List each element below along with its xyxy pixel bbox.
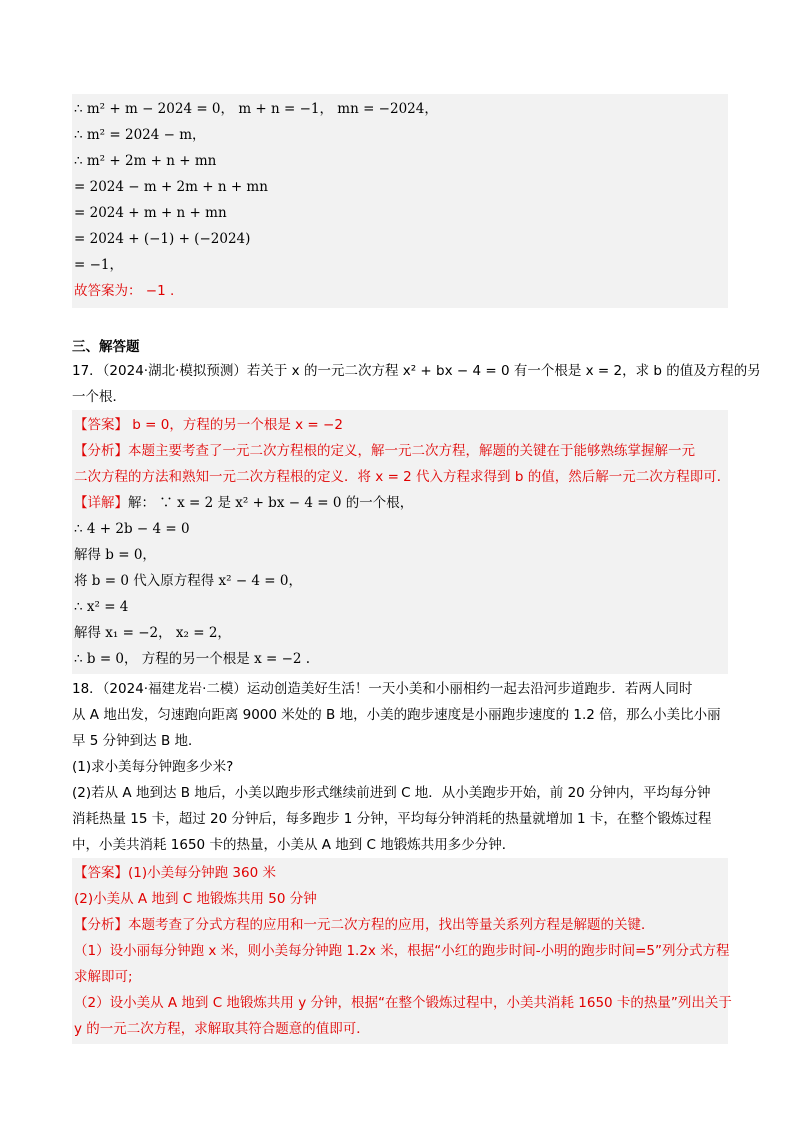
section-title: 三、解答题 bbox=[72, 339, 140, 355]
step-line: ∴ b = 0， 方程的另一个根是 x = −2 . bbox=[74, 651, 311, 667]
question-text: 一个根． bbox=[72, 389, 126, 405]
question-text: 早 5 分钟到达 B 地． bbox=[72, 733, 202, 749]
question-17 bbox=[72, 358, 761, 410]
question-text: (2)若从 A 地到达 B 地后，小美以跑步形式继续前进到 C 地．从小美跑步开始，前 20 分钟内，平均每分钟 bbox=[72, 785, 711, 801]
analysis-line: （2）设小美从 A 地到 C 地锻炼共用 y 分钟，根据“在整个锻炼过程中，小美共消耗 1650 卡的热量”列出关于 bbox=[74, 995, 732, 1011]
analysis-line: 【分析】本题考查了分式方程的应用和一元二次方程的应用，找出等量关系列方程是解题的关键． bbox=[74, 917, 655, 933]
math-line: ∴ m² + m − 2024 = 0， m + n = −1， mn = −2024， bbox=[74, 101, 438, 117]
q17-solution-block bbox=[72, 410, 731, 674]
detail-line bbox=[72, 490, 728, 516]
question-text: (1)求小美每分钟跑多少米? bbox=[72, 759, 234, 775]
step-line: ∴ 4 + 2b − 4 = 0 bbox=[74, 521, 190, 537]
math-line: = 2024 + (−1) + (−2024) bbox=[74, 231, 251, 247]
detail-label: 【详解】 bbox=[74, 495, 128, 511]
document-page bbox=[72, 94, 761, 1044]
math-line: ∴ m² + 2m + n + mn bbox=[74, 153, 217, 169]
step-line: ∴ x² = 4 bbox=[74, 599, 129, 615]
analysis-line: 二次方程的方法和熟知一元二次方程根的定义．将 x = 2 代入方程求得到 b 的值，然后解一元二次方程即可． bbox=[74, 469, 731, 485]
analysis-line: 求解即可; bbox=[74, 969, 133, 985]
q18-solution-block bbox=[72, 858, 732, 1044]
answer-line: 【答案】(1)小美每分钟跑 360 米 bbox=[74, 865, 276, 881]
step-line: 解得 b = 0， bbox=[74, 547, 156, 563]
question-text: 17．（2024·湖北·模拟预测）若关于 x 的一元二次方程 x² + bx − 4 = 0 有一个根是 x = 2，求 b 的值及方程的另 bbox=[72, 363, 761, 379]
math-line: = −1， bbox=[74, 257, 124, 273]
answer-line: (2)小美从 A 地到 C 地锻炼共用 50 分钟 bbox=[74, 891, 317, 907]
detail-text: 解： ∵ x = 2 是 x² + bx − 4 = 0 的一个根， bbox=[128, 495, 414, 511]
question-text: 中，小美共消耗 1650 卡的热量，小美从 A 地到 C 地锻炼共用多少分钟． bbox=[72, 837, 516, 853]
question-18 bbox=[72, 674, 728, 858]
math-line: ∴ m² = 2024 − m， bbox=[74, 127, 206, 143]
question-text: 从 A 地出发，匀速跑向距离 9000 米处的 B 地，小美的跑步速度是小丽跑步速度的 1.2 倍，那么小美比小丽 bbox=[72, 707, 721, 723]
math-line: = 2024 − m + 2m + n + mn bbox=[74, 179, 268, 195]
question-text: 消耗热量 15 卡，超过 20 分钟后，每多跑步 1 分钟，平均每分钟消耗的热量就增加 1 卡，在整个锻炼过程 bbox=[72, 811, 712, 827]
step-line: 解得 x₁ = −2， x₂ = 2， bbox=[74, 625, 231, 641]
answer-line: 【答案】 b = 0，方程的另一个根是 x = −2 bbox=[74, 417, 343, 433]
analysis-line: （1）设小丽每分钟跑 x 米，则小美每分钟跑 1.2x 米，根据“小红的跑步时间-小明的跑步时间=5”列分式方程 bbox=[74, 943, 730, 959]
prev-answer: 故答案为： −1 . bbox=[74, 283, 175, 299]
math-line: = 2024 + m + n + mn bbox=[74, 205, 227, 221]
question-text: 18．（2024·福建龙岩·二模）运动创造美好生活！一天小美和小丽相约一起去沿河步道跑步．若两人同时 bbox=[72, 681, 693, 697]
analysis-line: 【分析】本题主要考查了一元二次方程根的定义，解一元二次方程，解题的关键在于能够熟练掌握解一元 bbox=[74, 443, 695, 459]
step-line: 将 b = 0 代入原方程得 x² − 4 = 0， bbox=[74, 573, 302, 589]
analysis-line: y 的一元二次方程，求解取其符合题意的值即可． bbox=[74, 1021, 370, 1037]
prev-solution-block bbox=[72, 94, 728, 308]
